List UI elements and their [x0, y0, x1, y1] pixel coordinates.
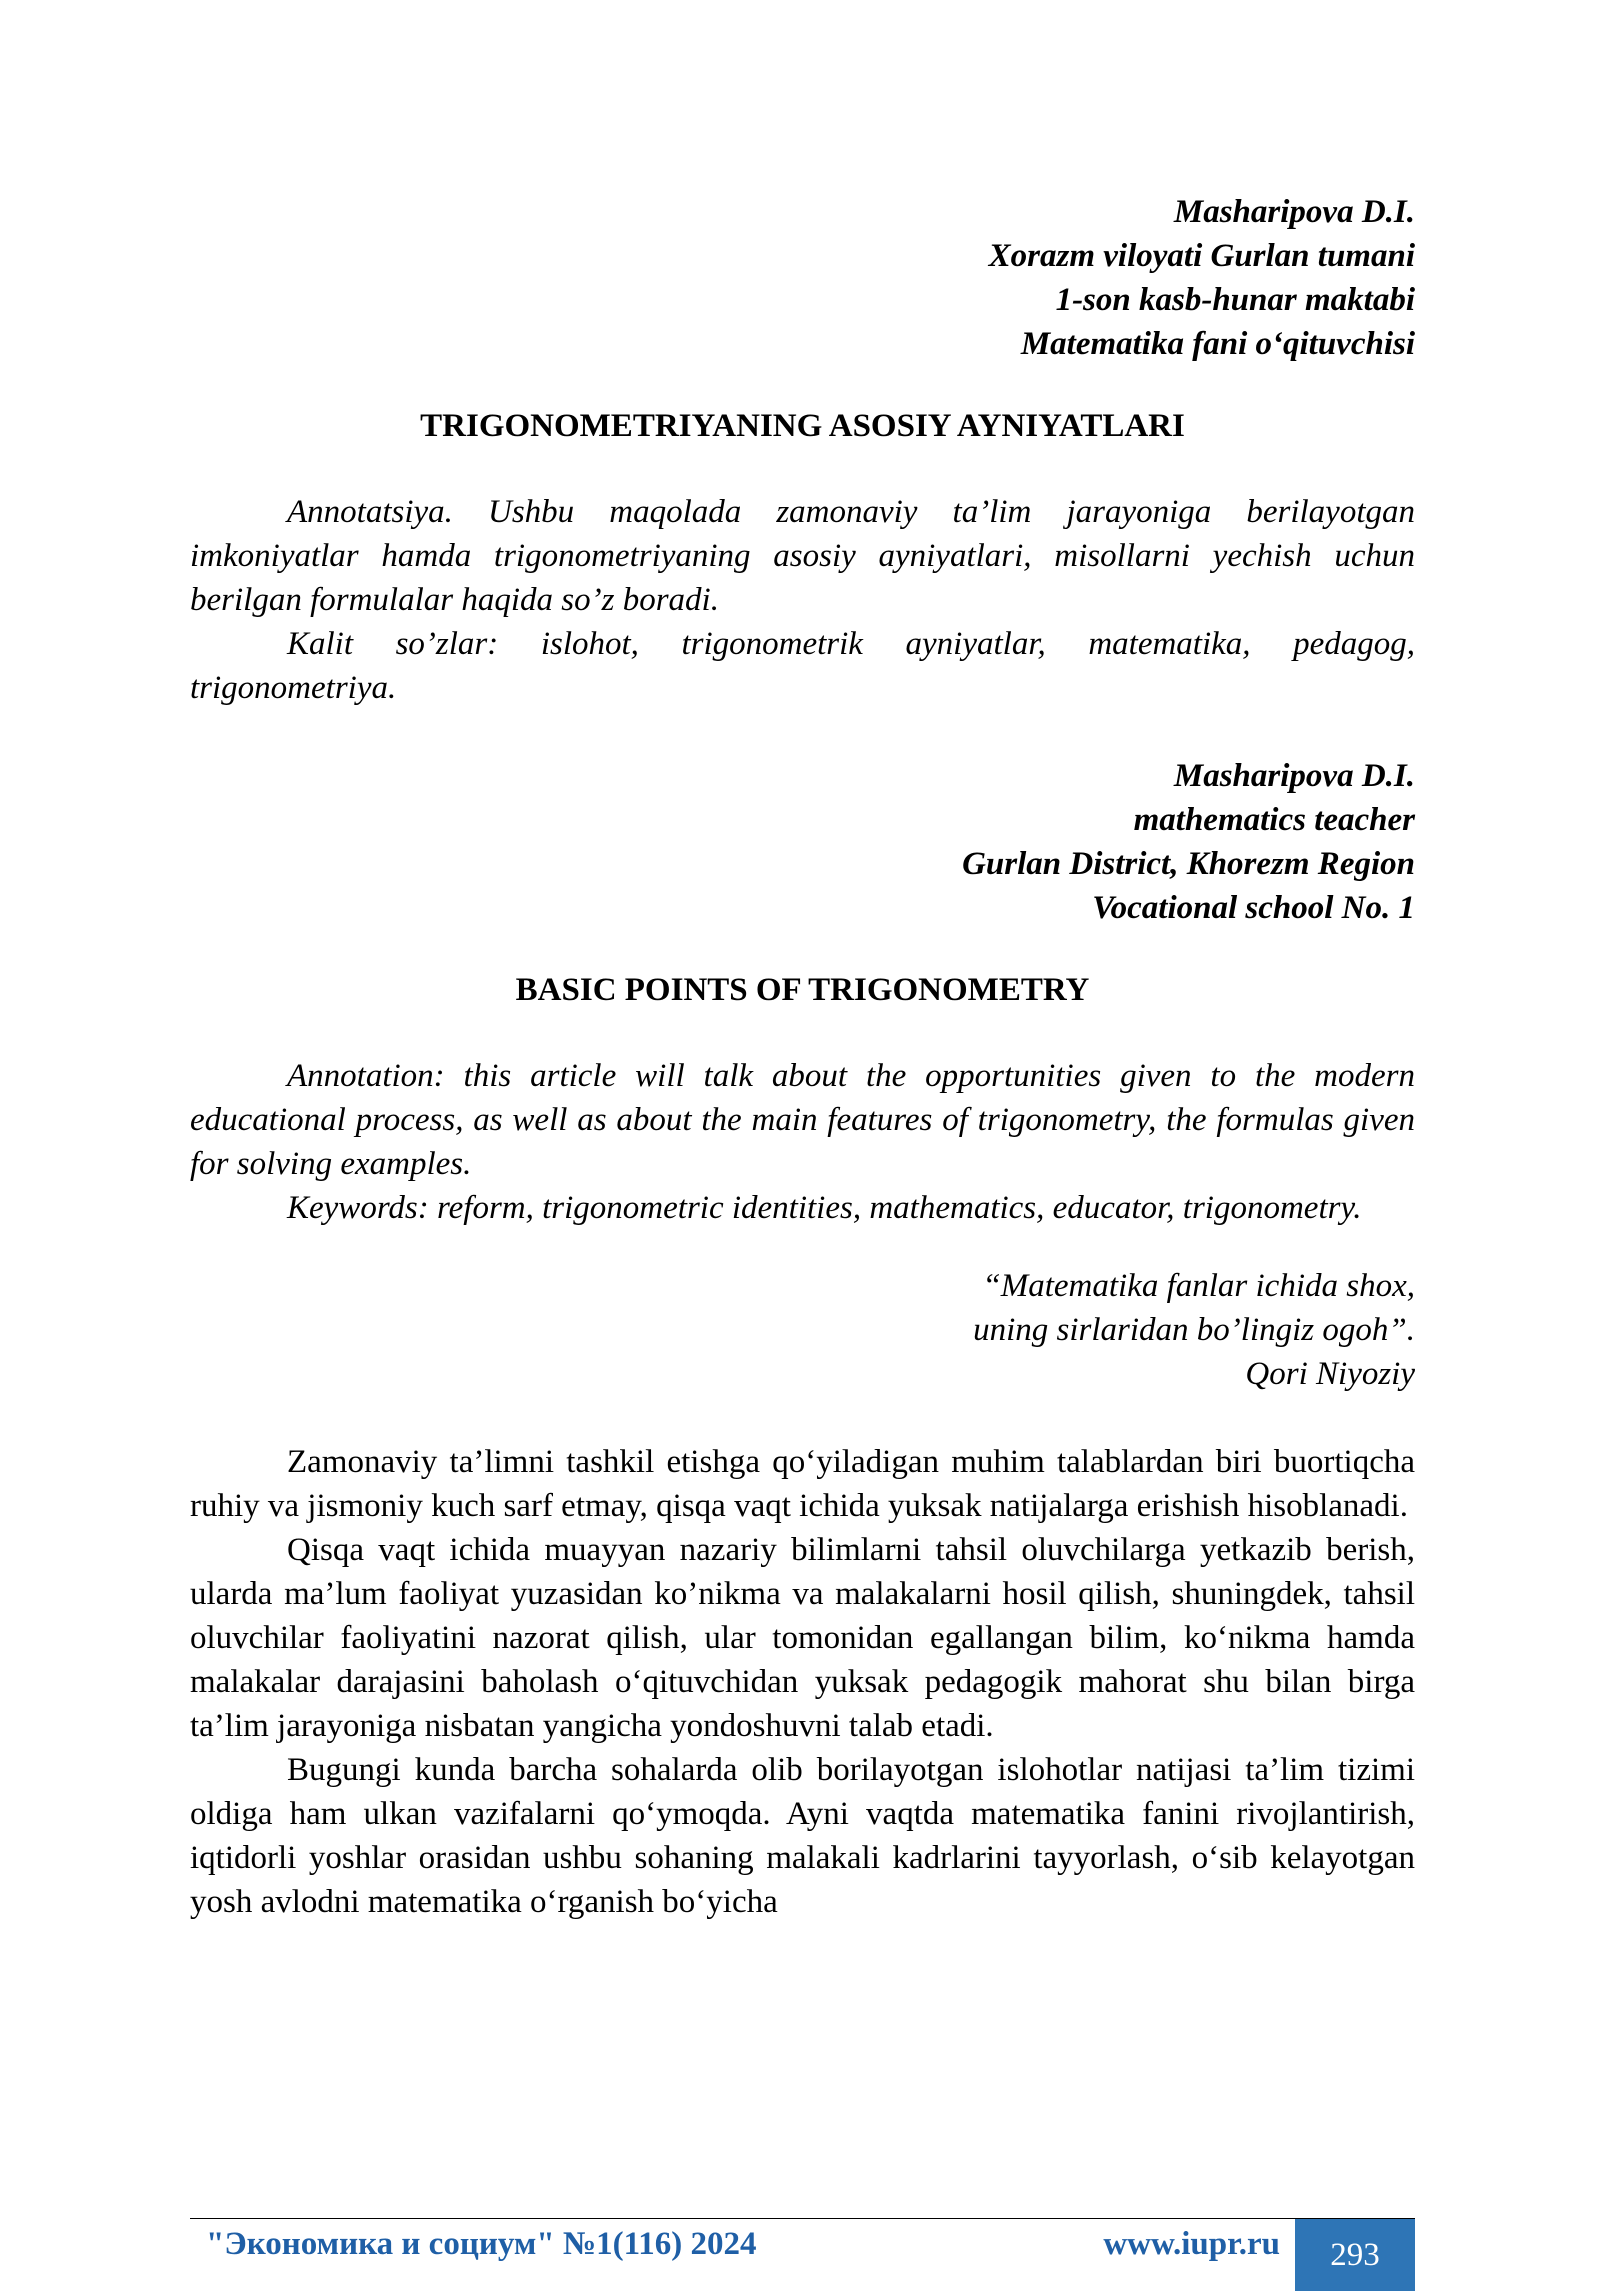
page-footer [190, 2218, 1415, 2273]
annotation-en: Annotation: this article will talk about the opportunities given to the modern educational process, as well as about the main features of trigonometry, the formulas given for solving examples. [190, 1058, 1415, 1182]
author-school: 1-son kasb-hunar maktabi [1055, 282, 1415, 318]
author-school: Vocational school No. 1 [1092, 890, 1415, 926]
keywords-en: Keywords: reform, trigonometric identities, mathematics, educator, trigonometry. [287, 1190, 1362, 1226]
body-paragraph: Qisqa vaqt ichida muayyan nazariy bilimlarni tahsil oluvchilarga yetkazib berish, ularda ma’lum faoliyat yuzasidan ko’nikma va malakalarni hosil qilish, shuningdek, tahsil oluvchilar faoliyatini nazorat qilish, ular tomonidan egallangan bilim, ko‘nikma hamda malakalar darajasini baholash o‘qituvchidan yuksak pedagogik mahorat shu bilan birga ta’lim jarayoniga nisbatan yangicha yondoshuvni talab etadi. [190, 1532, 1415, 1744]
epigraph-line: “Matematika fanlar ichida shox, [982, 1268, 1415, 1304]
author-region: Xorazm viloyati Gurlan tumani [988, 238, 1415, 274]
epigraph [190, 1264, 1415, 1396]
author-position: mathematics teacher [1133, 802, 1415, 838]
author-region: Gurlan District, Khorezm Region [962, 846, 1415, 882]
annotation-uz: Annotatsiya. Ushbu maqolada zamonaviy ta’lim jarayoniga berilayotgan imkoniyatlar hamda trigonometriyaning asosiy ayniyatlari, misollarni yechish uchun berilgan formulalar haqida so’z boradi. [190, 494, 1415, 618]
abstract-uz [190, 490, 1415, 710]
author-block-en [190, 754, 1415, 930]
page-number: 293 [1295, 2219, 1415, 2291]
epigraph-line: uning sirlaridan bo’lingiz ogoh”. [973, 1312, 1415, 1348]
abstract-en [190, 1054, 1415, 1230]
journal-name: "Экономика и социум" №1(116) 2024 [206, 2226, 757, 2262]
author-block-uz [190, 190, 1415, 366]
journal-website[interactable]: www.iupr.ru [1103, 2226, 1280, 2262]
author-position: Matematika fani o‘qituvchisi [1020, 326, 1415, 362]
keywords-uz: Kalit so’zlar: islohot, trigonometrik ayniyatlar, matematika, pedagog, trigonometriya. [190, 626, 1415, 706]
article-title-en: BASIC POINTS OF TRIGONOMETRY [515, 972, 1090, 1008]
body-paragraph: Bugungi kunda barcha sohalarda olib borilayotgan islohotlar natijasi ta’lim tizimi oldiga ham ulkan vazifalarni qo‘ymoqda. Ayni vaqtda matematika fanini rivojlantirish, iqtidorli yoshlar orasidan ushbu sohaning malakali kadrlarini tayyorlash, o‘sib kelayotgan yosh avlodni matematika o‘rganish bo‘yicha [190, 1752, 1415, 1920]
article [190, 190, 1415, 1924]
body-paragraph: Zamonaviy ta’limni tashkil etishga qo‘yiladigan muhim talablardan biri buortiqcha ruhiy va jismoniy kuch sarf etmay, qisqa vaqt ichida yuksak natijalarga erishish hisoblanadi. [190, 1444, 1415, 1524]
author-name: Masharipova D.I. [1173, 194, 1415, 230]
author-name: Masharipova D.I. [1173, 758, 1415, 794]
epigraph-author: Qori Niyoziy [1245, 1356, 1415, 1392]
article-title-uz: TRIGONOMETRIYANING ASOSIY AYNIYATLARI [420, 408, 1185, 444]
body-text [190, 1440, 1415, 1924]
